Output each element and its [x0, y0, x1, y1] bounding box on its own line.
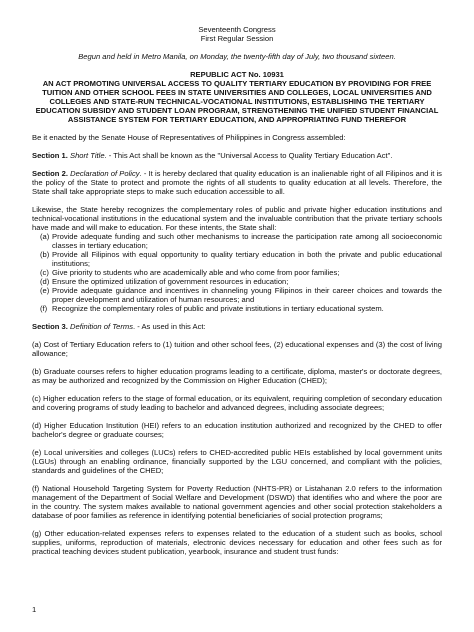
section-1-text: . - This Act shall be known as the "Universal Access to Quality Tertiary Education Act".: [104, 151, 393, 160]
list-item-text: Provide all Filipinos with equal opportunity to quality tertiary education in both the private and public educational institutions;: [52, 250, 442, 268]
list-item: [40, 250, 442, 268]
list-item: [40, 277, 442, 286]
list-item-text: Give priority to students who are academically able and who come from poor families;: [52, 268, 340, 277]
list-item-text: Ensure the optimized utilization of government resources in education;: [52, 277, 289, 286]
session-name: First Regular Session: [200, 34, 274, 43]
section-2: [32, 169, 442, 196]
begun-line: Begun and held in Metro Manila, on Monday, the twenty-fifth day of July, two thousand sixteen.: [78, 52, 396, 61]
list-marker: (f): [40, 304, 48, 313]
definition-item: (c) Higher education refers to the stage of formal education, or its equivalent, requiring completion of secondary education and covering programs of study leading to bachelor and advanced degrees, including associate degrees;: [32, 394, 442, 412]
list-item: [40, 304, 442, 313]
page-number: 1: [32, 605, 37, 614]
section-3-label: Section 3.: [32, 322, 68, 331]
list-marker: (b): [40, 250, 50, 259]
list-item-text: Provide adequate funding and such other mechanisms to increase the participation rate among all socioeconomic classes in tertiary education;: [52, 232, 442, 250]
section-2-label: Section 2.: [32, 169, 68, 178]
section-2-text: . - It is hereby declared that quality education is an inalienable right of all Filipinos and it is the policy of the State to protect and promote the rights of all students to quality education at all levels. Therefore, the State shall take appropriate steps to make such education accessible to all.: [32, 169, 442, 196]
section-3-name: Definition of Terms: [70, 322, 134, 331]
section-1-label: Section 1.: [32, 151, 68, 160]
act-heading: [32, 70, 442, 124]
section-3: [32, 322, 442, 331]
list-marker: (d): [40, 277, 50, 286]
definition-item: (f) National Household Targeting System for Poverty Reduction (NHTS-PR) or Listahanan 2.0 refers to the information management of the Department of Social Welfare and Development (DSWD) that identifies who and where the poor are in the country. The system makes available to national government agencies and other social protection stakeholders a database of poor families as reference in identifying potential beneficiaries of social protection programs;: [32, 484, 442, 520]
congress-name: Seventeenth Congress: [198, 25, 276, 34]
act-number: REPUBLIC ACT No. 10931: [190, 70, 284, 79]
definition-item: (b) Graduate courses refers to higher education programs leading to a certificate, diploma, master's or doctorate degrees, as may be authorized and recognized by the Commission on Higher Education (CHED);: [32, 367, 442, 385]
list-item: [40, 286, 442, 304]
definition-item: (g) Other education-related expenses refers to expenses related to the education of a student such as books, school supplies, uniforms, reproduction of materials, electronic devices necessary for education and other fees such as for practical teaching devices student publication, yearbook, insurance and student trust funds:: [32, 529, 442, 556]
definition-item: (a) Cost of Tertiary Education refers to (1) tuition and other school fees, (2) educational expenses and (3) the cost of living allowance;: [32, 340, 442, 358]
section-3-text: . - As used in this Act:: [133, 322, 206, 331]
definition-item: (e) Local universities and colleges (LUCs) refers to CHED-accredited public HEIs established by local government units (LGUs) through an enabling ordinance, financially supported by the LGU concerned, and compliant with the policies, standards and guidelines of the CHED;: [32, 448, 442, 475]
section-2-paragraph-2: Likewise, the State hereby recognizes the complementary roles of public and private higher education institutions and technical-vocational institutions in the educational system and the invaluable contribution that the private tertiary schools have made and will make to education. For these intents, the State shall:: [32, 205, 442, 232]
list-item-text: Recognize the complementary roles of public and private institutions in tertiary educational system.: [52, 304, 384, 313]
enacting-clause: Be it enacted by the Senate House of Representatives of Philippines in Congress assembled:: [32, 133, 346, 142]
definition-item: (d) Higher Education Institution (HEI) refers to an education institution authorized and recognized by the CHED to offer bachelor's degree or graduate courses;: [32, 421, 442, 439]
congress-header: [32, 25, 442, 43]
list-item-text: Provide adequate guidance and incentives in channeling young Filipinos in their career choices and towards the proper development and utilization of human resources; and: [52, 286, 442, 304]
act-title: AN ACT PROMOTING UNIVERSAL ACCESS TO QUALITY TERTIARY EDUCATION BY PROVIDING FOR FREE TUITION AND OTHER SCHOOL FEES IN STATE UNIVERSITIES AND COLLEGES, LOCAL UNIVERSITIES AND COLLEGES AND STATE-RUN TECHNICAL-VOCATIONAL INSTITUTIONS, ESTABLISHING THE TERTIARY EDUCATION SUBSIDY AND STUDENT LOAN PROGRAM, STRENGTHENING THE UNIFIED STUDENT FINANCIAL ASSISTANCE SYSTEM FOR TERTIARY EDUCATION, AND APPROPRIATING FUND THEREFOR: [35, 79, 439, 124]
list-marker: (c): [40, 268, 49, 277]
section-1-name: Short Title: [70, 151, 105, 160]
section-1: [32, 151, 442, 160]
section-2-name: Declaration of Policy: [70, 169, 140, 178]
list-item: [40, 232, 442, 250]
list-marker: (a): [40, 232, 50, 241]
list-item: [40, 268, 442, 277]
list-marker: (e): [40, 286, 50, 295]
policy-list: [32, 232, 442, 313]
